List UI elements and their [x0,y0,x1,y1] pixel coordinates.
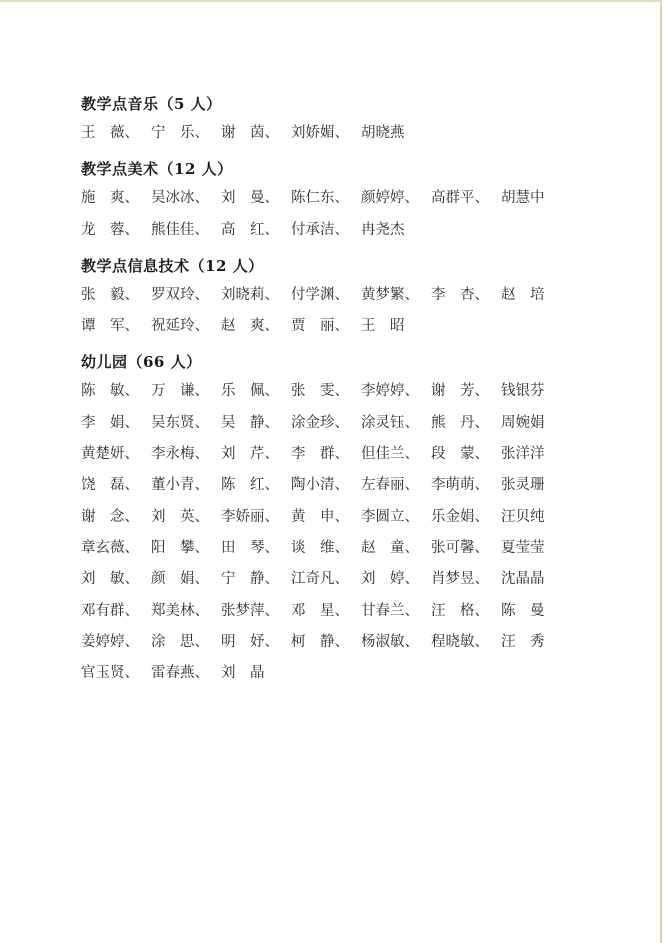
name-entry: 饶 磊、 [81,477,139,494]
name-entry: 肖梦昱、 [431,571,489,588]
name-entry: 阳 攀、 [151,539,209,556]
name-entry: 邓有群、 [81,602,139,619]
name-entry: 汪 秀 [501,633,545,650]
name-entry: 颜婷婷、 [361,190,419,207]
section-title: 教学点美术（12 人） [81,160,233,179]
name-entry: 万 谦、 [151,383,209,400]
name-entry: 程晓敏、 [431,633,489,650]
name-entry: 李圆立、 [361,508,419,525]
name-entry: 刘 芹、 [221,446,279,463]
name-entry: 陶小清、 [291,477,349,494]
name-entry: 董小青、 [151,477,209,494]
name-entry: 谈 维、 [291,539,349,556]
name-entry: 刘 英、 [151,508,209,525]
name-entry: 胡晓燕 [361,125,405,141]
section-title: 幼儿园（66 人） [81,353,202,372]
name-entry: 熊佳佳、 [151,221,209,238]
name-entry: 钱银芬 [501,383,545,400]
name-entry: 胡慧中 [501,190,545,207]
name-entry: 罗双玲、 [151,286,209,303]
name-entry: 乐 佩、 [221,383,279,400]
name-entry: 龙 蓉、 [81,221,139,238]
name-list [81,118,561,149]
name-entry: 姜婷婷、 [81,633,139,650]
name-entry: 邓 星、 [291,602,349,619]
name-entry: 但佳兰、 [361,446,419,463]
name-entry: 宁 乐、 [151,125,209,141]
name-entry: 周婉娟 [501,414,545,431]
name-entry: 黄梦繁、 [361,286,419,303]
name-entry: 李 杏、 [431,286,489,303]
name-entry: 施 爽、 [81,190,139,207]
name-list [81,376,561,689]
name-entry: 赵 童、 [361,539,419,556]
name-entry: 吴冰冰、 [151,190,209,207]
name-entry: 甘春兰、 [361,602,419,619]
name-entry: 熊 丹、 [431,414,489,431]
name-entry: 付学渊、 [291,286,349,303]
name-entry: 祝延玲、 [151,318,209,335]
name-entry: 左春丽、 [361,477,419,494]
name-entry: 李 娟、 [81,414,139,431]
name-entry: 王 昭 [361,318,405,335]
name-entry: 刘 曼、 [221,190,279,207]
name-entry: 柯 静、 [291,633,349,650]
name-entry: 刘 敏、 [81,571,139,588]
name-entry: 段 蒙、 [431,446,489,463]
name-entry: 汪 格、 [431,602,489,619]
name-entry: 谢 芳、 [431,383,489,400]
name-entry: 张梦萍、 [221,602,279,619]
name-entry: 颜 娟、 [151,571,209,588]
name-entry: 张洋洋 [501,446,545,463]
name-entry: 李 群、 [291,446,349,463]
name-entry: 沈晶晶 [501,571,545,588]
name-entry: 黄 申、 [291,508,349,525]
name-entry: 涂金珍、 [291,414,349,431]
name-entry: 李婷婷、 [361,383,419,400]
name-entry: 贾 丽、 [291,318,349,335]
name-entry: 冉尧杰 [361,221,405,238]
name-entry: 官玉贤、 [81,665,139,682]
section-title: 教学点音乐（5 人） [81,95,222,113]
document-content [81,92,561,697]
name-entry: 章玄薇、 [81,539,139,556]
name-entry: 李萌萌、 [431,477,489,494]
name-entry: 郑美林、 [151,602,209,619]
name-entry: 谭 军、 [81,318,139,335]
name-entry: 宁 静、 [221,571,279,588]
name-entry: 明 妤、 [221,633,279,650]
name-entry: 谢 茵、 [221,125,279,141]
name-entry: 雷春燕、 [151,665,209,682]
name-entry: 李永梅、 [151,446,209,463]
name-entry: 刘 晶 [221,665,265,682]
name-entry: 高群平、 [431,190,489,207]
name-entry: 付承洁、 [291,221,349,238]
name-entry: 张 雯、 [291,383,349,400]
name-list [81,280,561,343]
name-entry: 刘晓莉、 [221,286,279,303]
name-entry: 李娇丽、 [221,508,279,525]
name-entry: 黄楚妍、 [81,446,139,463]
name-entry: 刘 婷、 [361,571,419,588]
name-entry: 涂灵钰、 [361,414,419,431]
name-entry: 夏莹莹 [501,539,545,556]
name-entry: 乐金娟、 [431,508,489,525]
name-entry: 江奇凡、 [291,571,349,588]
name-entry: 陈 敏、 [81,383,139,400]
name-list [81,183,561,246]
name-entry: 汪贝纯 [501,508,545,525]
name-entry: 吴东贤、 [151,414,209,431]
name-entry: 张灵珊 [501,477,545,494]
name-entry: 杨淑敏、 [361,633,419,650]
name-entry: 陈 曼 [501,602,545,619]
name-entry: 高 红、 [221,221,279,238]
name-entry: 谢 念、 [81,508,139,525]
name-entry: 王 薇、 [81,125,139,141]
name-entry: 陈仁东、 [291,190,349,207]
name-entry: 涂 思、 [151,633,209,650]
name-entry: 陈 红、 [221,477,279,494]
name-entry: 赵 爽、 [221,318,279,335]
name-entry: 赵 培 [501,286,545,303]
name-entry: 田 琴、 [221,539,279,556]
name-entry: 吴 静、 [221,414,279,431]
section-title: 教学点信息技术（12 人） [81,256,264,275]
name-entry: 张可馨、 [431,539,489,556]
name-entry: 刘娇媚、 [291,125,349,141]
name-entry: 张 毅、 [81,286,139,303]
